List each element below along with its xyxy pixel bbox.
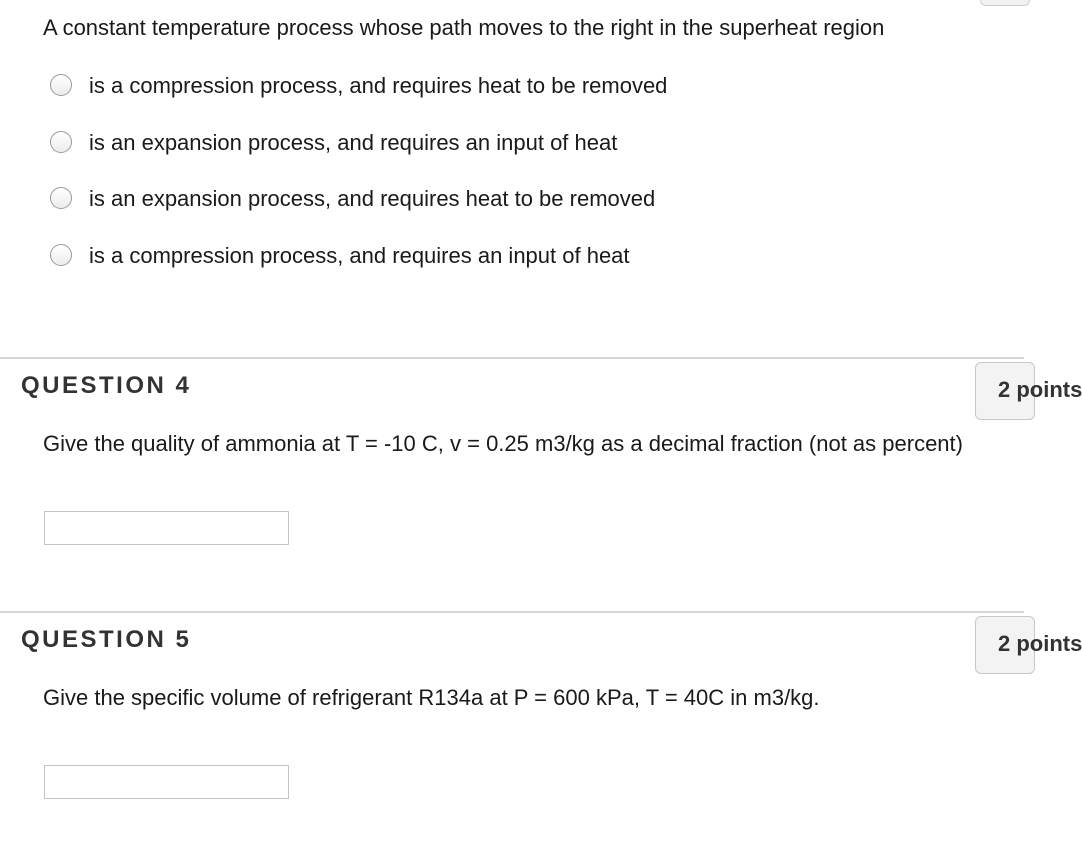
question-3-option-2[interactable] (50, 127, 617, 157)
radio-button-icon[interactable] (50, 187, 72, 209)
radio-button-icon[interactable] (50, 131, 72, 153)
radio-button-icon[interactable] (50, 244, 72, 266)
question-4-heading: QUESTION 4 (21, 372, 192, 399)
question-4-prompt: Give the quality of ammonia at T = -10 C, v = 0.25 m3/kg as a decimal fraction (not as percent) (43, 431, 963, 456)
question-5-answer-input[interactable] (44, 765, 289, 799)
previous-points-box (980, 0, 1030, 6)
question-5-heading: QUESTION 5 (21, 626, 192, 653)
question-5-points: 2 points (998, 631, 1082, 656)
question-3-option-1[interactable] (50, 70, 667, 100)
question-4-points-box (975, 362, 1082, 420)
question-4-points: 2 points (998, 377, 1082, 402)
question-4-answer-input[interactable] (44, 511, 289, 545)
question-3-option-3[interactable] (50, 183, 655, 213)
question-5-prompt: Give the specific volume of refrigerant R134a at P = 600 kPa, T = 40C in m3/kg. (43, 685, 820, 710)
question-divider (0, 611, 1024, 613)
question-5-points-box (975, 616, 1082, 674)
question-divider (0, 357, 1024, 359)
question-3-prompt: A constant temperature process whose path moves to the right in the superheat region (43, 15, 885, 40)
question-3-option-4[interactable] (50, 240, 630, 270)
radio-button-icon[interactable] (50, 74, 72, 96)
option-label[interactable]: is an expansion process, and requires an input of heat (89, 129, 618, 155)
option-label[interactable]: is a compression process, and requires heat to be removed (89, 72, 668, 98)
option-label[interactable]: is an expansion process, and requires heat to be removed (89, 185, 656, 211)
option-label[interactable]: is a compression process, and requires an input of heat (89, 242, 630, 268)
